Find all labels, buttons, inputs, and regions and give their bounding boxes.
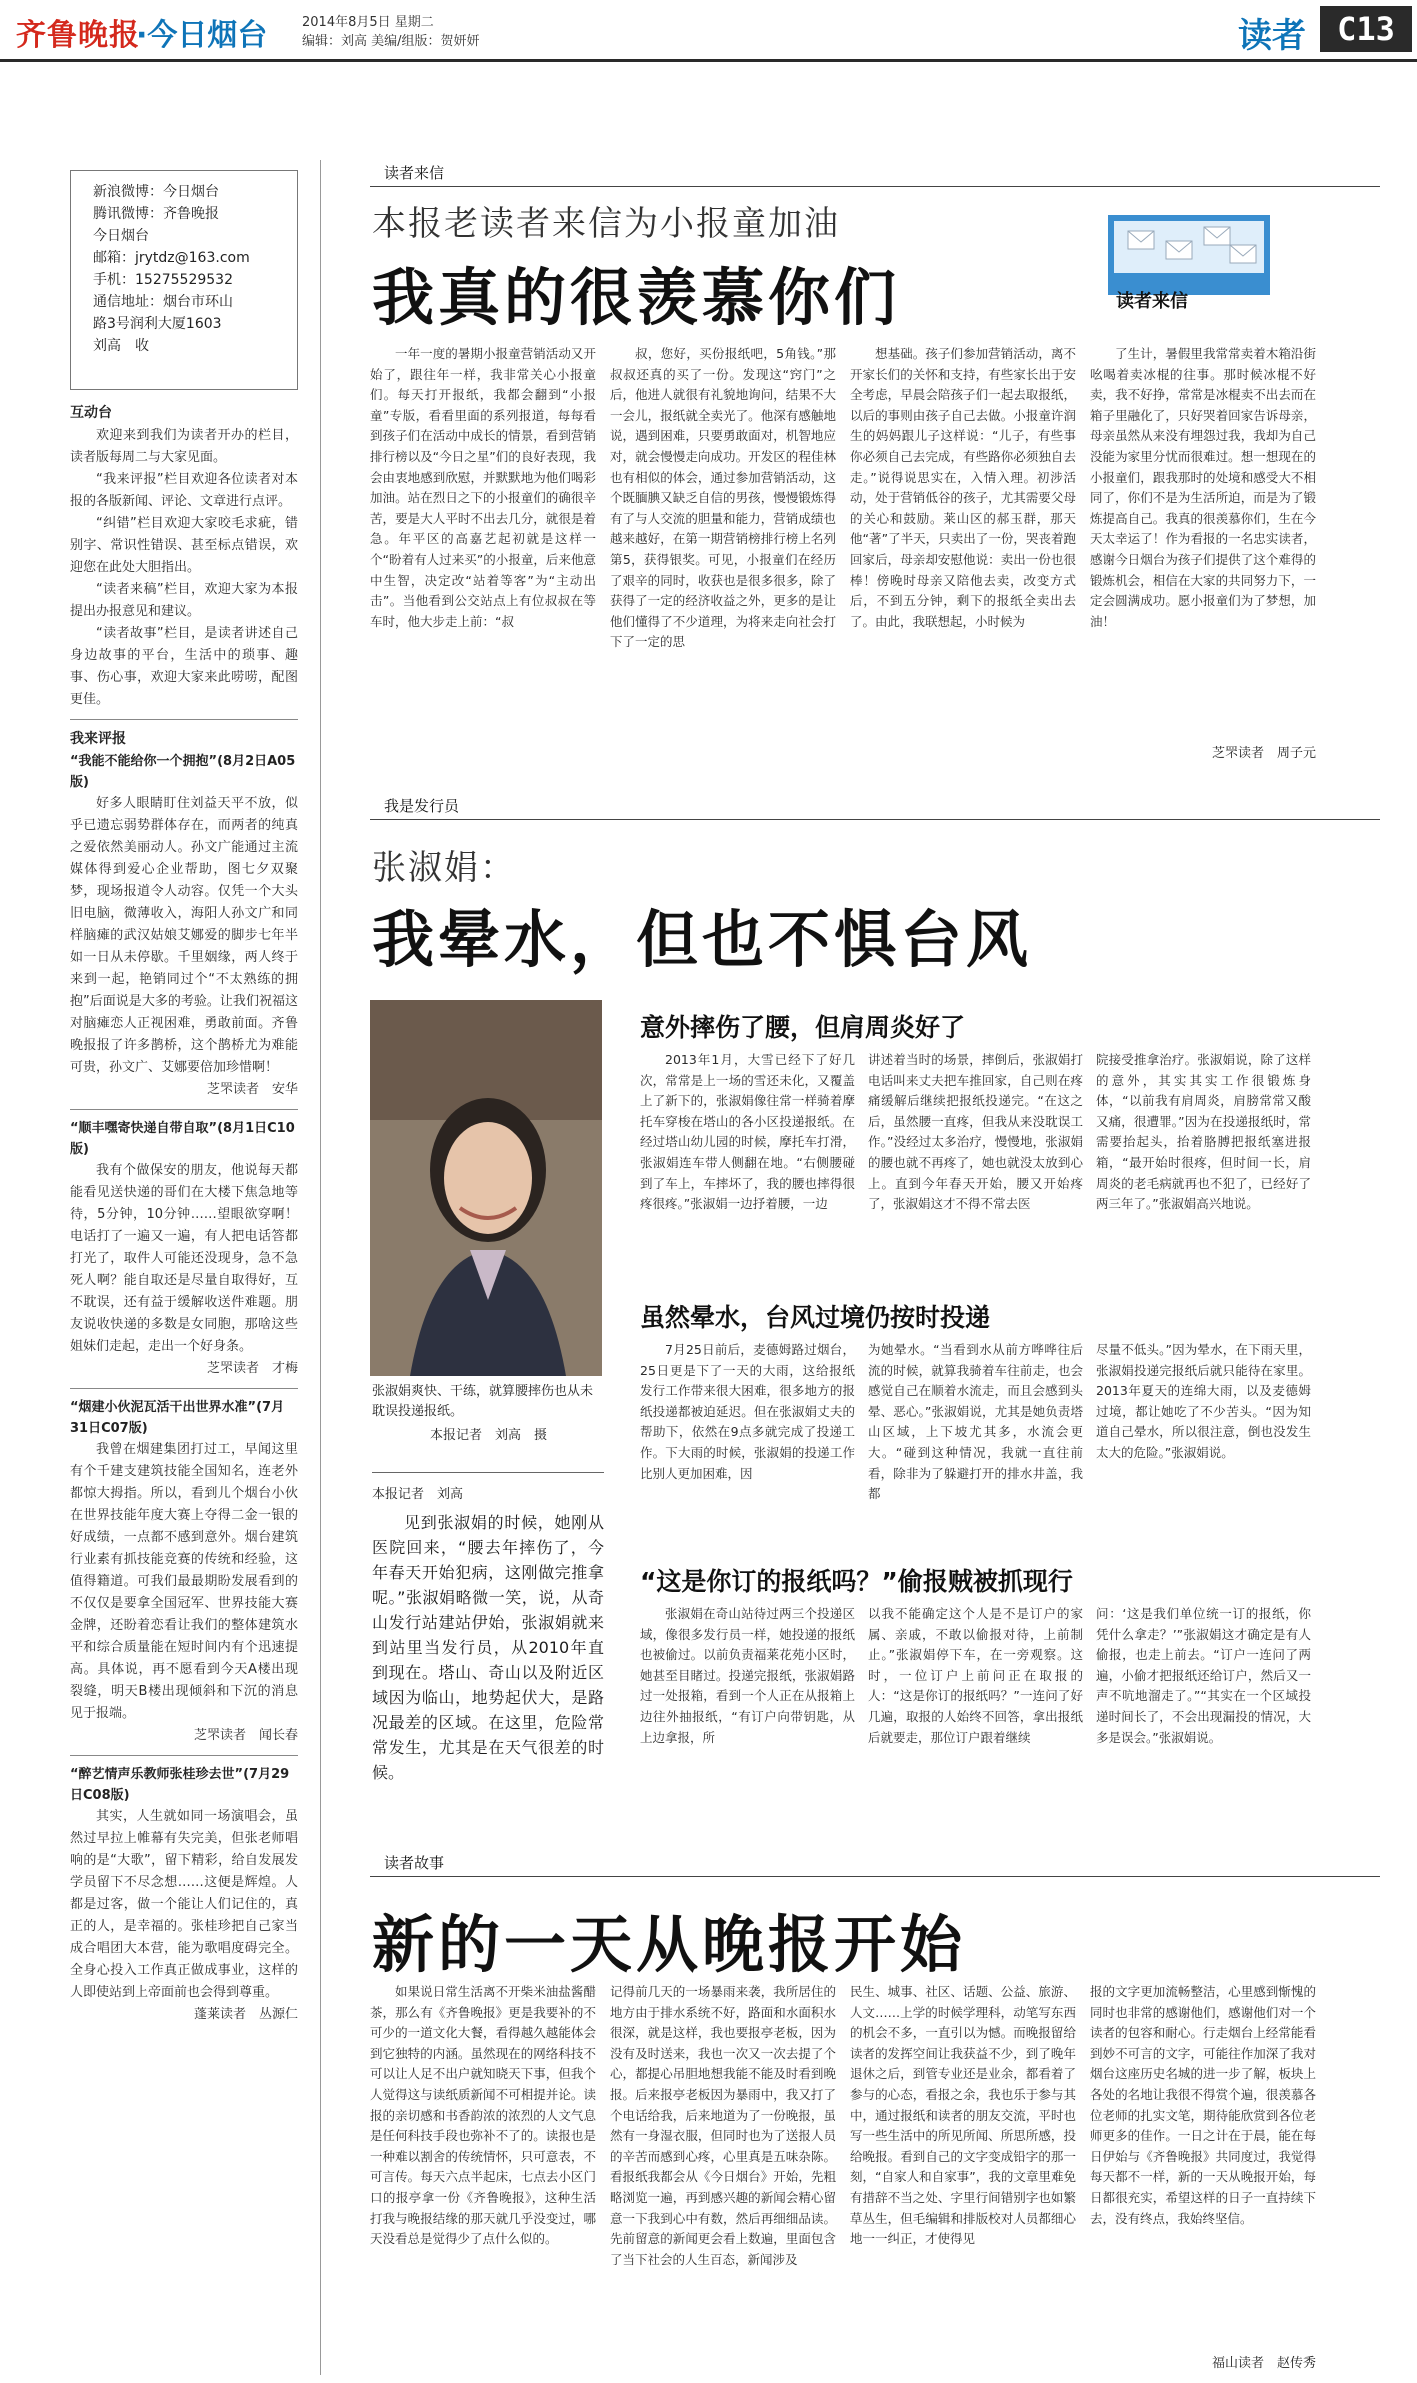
publication-info (302, 13, 480, 51)
section-subtitle: 意外摔伤了腰，但肩周炎好了 (640, 1013, 966, 1042)
article-column: 张淑娟在奇山站待过两三个投递区域，像很多发行员一样，她投递的报纸也被偷过。以前负责福莱花苑小区时，她甚至目睹过。投递完报纸，张淑娟路过一处报箱，看到一个人正在从报箱上边往外抽报纸，“有订户向带钥匙，从上边拿报，所 (640, 1606, 855, 1745)
article-column: 民生、城事、社区、话题、公益、旅游、人文……上学的时候学理科，动笔写东西的机会不多，一直引以为憾。而晚报留给读者的发挥空间让我获益不少，到了晚年退休之后，到管专业还是业余，都看着了参与的心态，看报之余，我也乐于参与其中，通过报纸和读者的朋友交流，平时也写一些生活中的所见所闻、所思所感，投给晚报。看到自己的文字变成铅字的那一刻，“自家人和自家事”，我的文章里难免有措辞不当之处、字里行间错别字也如繁草丛生，但毛编辑和排版校对人员都细心地一一纠正，才使得见 (850, 1984, 1076, 2247)
review-body: 好多人眼睛盯住刘益天平不放，似乎已遗忘弱势群体存在，而两者的纯真之爱依然美丽动人。孙文广能通过主流媒体得到爱心企业帮助，图七夕双聚梦，现场报道令人动容。仅凭一个大头旧电脑，微薄收入，海阳人孙文广和同样脑瘫的武汉姑娘艾娜爱的脚步七年半如一日从未停歇。千里姻缘，两人终于来到一起，艳销同过个“不太熟练的拥抱”后面说是大多的考验。让我们祝福这对脑瘫恋人正视困难，勇敢前面。齐鲁晚报报了许多鹊桥，这个鹊桥尤为难能可贵，孙文广、艾娜要倍加珍惜啊！ (70, 796, 298, 1075)
contact-line: 腾讯微博：齐鲁晚报 (93, 206, 219, 222)
section-subtitle: 虽然晕水，台风过境仍按时投递 (640, 1303, 991, 1332)
masthead (0, 0, 1417, 62)
review-body: 我有个做保安的朋友，他说每天都能看见送快递的哥们在大楼下焦急地等待，5分钟，10分钟……望眼欲穿啊！电话打了一遍又一遍，有人把电话答都打光了，取件人可能还没现身，急不急死人啊？能自取还是尽量自取得好，互不耽误，还有益于缓解收送件难题。朋友说收快递的多数是女同胞，那啥这些姐妹们走起，走出一个好身条。 (70, 1163, 298, 1354)
article-title: 我真的很羡慕你们 (372, 261, 901, 334)
article-column: 了生计，暑假里我常常卖着木箱沿街吆喝着卖冰棍的往事。那时候冰棍不好卖，我不好挣，常常是冰棍卖不出去而在箱子里融化了，只好哭着回家告诉母亲，母亲虽然从来没有埋怨过我，我却为自己没能为家里分忧而很难过。想一想现在的小报童们，跟我那时的处境和感受大不相同了，你们不是为生活所迫，而是为了锻炼提高自己。我真的很羡慕你们，生在今天太幸运了！作为看报的一名忠实读者，感谢今日烟台为孩子们提供了这个难得的锻炼机会，相信在大家的共同努力下，一定会圆满成功。愿小报童们为了梦想，加油！ (1090, 346, 1316, 629)
section-subtitle: “这是你订的报纸吗？”偷报贼被抓现行 (640, 1567, 1073, 1596)
review-title: “顺丰嘿寄快递自带自取”(8月1日C10版) (70, 1121, 295, 1157)
contact-line: 手机：15275529532 (93, 272, 233, 288)
section-tag: 读者故事 (370, 1852, 1380, 1877)
article-signer: 福山读者 赵传秀 (1211, 2356, 1316, 2371)
hudong-para: “纠错”栏目欢迎大家咬毛求疵，错别字、常识性错误、甚至标点错误，欢迎您在此处大胆指出。 (70, 516, 298, 575)
article-column: 想基础。孩子们参加营销活动，离不开家长们的关怀和支持，有些家长出于安全考虑，早晨会陪孩子们一起去取报纸，以后的事则由孩子自己去做。小报童许润生的妈妈跟儿子这样说：“儿子，有些事你必须自己去完成，有些路你必须独自去走。”说得说思实在，入情入理。初涉活动，处于营销低谷的孩子，尤其需要父母的关心和鼓励。莱山区的郝玉群，那天他“著”了半天，只卖出了一份，哭丧着跑回家后，母亲却安慰他说：卖出一份也很棒！傍晚时母亲又陪他去卖，改变方式后，不到五分钟，剩下的报纸全卖出去了。由此，我联想起，小时候为 (850, 346, 1076, 629)
hudong-para: “我来评报”栏目欢迎各位读者对本报的各版新闻、评论、文章进行点评。 (70, 472, 298, 509)
review-signer: 芝罘读者 闻长春 (193, 1728, 298, 1743)
article-column: 记得前几天的一场暴雨来袭，我所居住的地方由于排水系统不好，路面和水面积水很深，就是这样，我也要报亭老板，因为没有及时送来，我也一次又一次去提了个心，都提心吊胆地想我能不能及时看到晚报。后来报亭老板因为暴雨中，我又打了个电话给我，后来地道为了一份晚报，虽然有一身湿衣服，但同时也为了送报人员的辛苦而感到心疼，心里真是五味杂陈。看报纸我都会从《今日烟台》开始，先粗略浏览一遍，再到感兴趣的新闻会精心留意一下我到心中有数，然后再细细品读。先前留意的新闻更会看上数遍，里面包含了当下社会的人生百态，新闻涉及 (610, 1984, 836, 2267)
sidebar (70, 170, 298, 2375)
hudong-para: “读者来稿”栏目，欢迎大家为本报提出办报意见和建议。 (70, 582, 298, 619)
column-rule (320, 160, 321, 2375)
contact-line: 刘高 收 (93, 338, 149, 354)
article-column: 院接受推拿治疗。张淑娟说，除了这样的意外，其实其实工作很锻炼身体，“以前我有肩周炎，肩膀常常又酸又痛，很遭罪。”因为在投递报纸时，常需要抬起头，抬着胳膊把报纸塞进报箱，“最开始时很疼，但时间一长，肩周炎的老毛病就再也不犯了，已经好了两三年了。”张淑娟高兴地说。 (1096, 1052, 1311, 1212)
article-column: 以我不能确定这个人是不是订户的家属、亲戚，不敢以偷报对待，上前制止。”张淑娟停下车，在一旁观察。这时，一位订户上前问正在取报的人：“这是你订的报纸吗？”一连问了好几遍，取报的人始终不回答，拿出报纸后就要走，那位订户跟着继续 (868, 1606, 1083, 1745)
article-signer: 芝罘读者 周子元 (1211, 746, 1316, 761)
review-title: “烟建小伙泥瓦活干出世界水准”(7月31日C07版) (70, 1400, 285, 1436)
newspaper-logo: 齐鲁晚报 (16, 18, 140, 53)
review-item (70, 1764, 298, 2026)
review-title: “我能不能给你一个拥抱”(8月2日A05版) (70, 754, 296, 790)
review-body: 我曾在烟建集团打过工，早闻这里有个千建支建筑技能全国知名，连老外都惊大拇指。所以，看到儿个烟台小伙在世界技能年度大赛上夺得二金一银的好成绩，一点都不感到意外。烟台建筑行业素有抓技能竞赛的传统和经验，这值得籍道。可我们最最期盼发展看到的不仅仅是要拿全国冠军、世界技能大赛金牌，还盼着恋看让我们的整体建筑水平和综合质量能在短时间内有个迅速提高。具体说，再不愿看到今天A楼出现裂缝，明天B楼出现倾斜和下沉的消息见于报端。 (70, 1442, 298, 1721)
article-column: 讲述着当时的场景，摔倒后，张淑娟打电话叫来丈夫把车推回家，自己则在疼痛缓解后继续把报纸投递完。“在这之后，虽然腰一直疼，但我从来没耽误工作。”没经过太多治疗，慢慢地，张淑娟的腰也就不再疼了，她也就没太放到心上。直到今年春天开始，腰又开始疼了，张淑娟这才不得不常去医 (868, 1052, 1083, 1212)
section-tag: 我是发行员 (370, 795, 1380, 820)
reader-letters-label: 读者来信 (1116, 291, 1188, 312)
photo-caption: 张淑娟爽快、干练，就算腰摔伤也从未耽误投递报纸。 (372, 1384, 594, 1419)
article-title: 新的一天从晚报开始 (372, 1908, 967, 1981)
date-line: 2014年8月5日 星期二 (302, 15, 434, 30)
article-kicker: 本报老读者来信为小报童加油 (372, 204, 840, 244)
article-column: 7月25日前后，麦德姆路过烟台，25日更是下了一天的大雨，这给报纸发行工作带来很大困难，很多地方的报纸投递都被迫延迟。但在张淑娟丈夫的帮助下，依然在9点多就完成了投递工作。下大雨的时候，张淑娟的投递工作比别人更加困难，因 (640, 1342, 855, 1481)
edition-name: ·今日烟台 (136, 18, 268, 53)
contact-email[interactable]: 邮箱：jrytdz@163.com (93, 250, 250, 266)
article-column: 一年一度的暑期小报童营销活动又开始了，跟往年一样，我非常关心小报童们。每天打开报纸，我都会翻到“小报童”专版，看看里面的系列报道，每每看到孩子们在活动中成长的情景，看到营销排行榜以及“今日之星”们的良好表现，我会由衷地感到欣慰，并默默地为他们喝彩加油。站在烈日之下的小报童们的确很辛苦，要是大人平时不出去几分，就很是着急。年平区的高嘉艺起初就是这样一个“盼着有人过来买”的小报童，后来他意中生智，决定改“站着等客”为“主动出击”。当他看到公交站点上有位叔叔在等车时，他大步走上前：“叔 (370, 346, 596, 629)
article-column: 尽量不低头。”因为晕水，在下雨天里，张淑娟投递完报纸后就只能待在家里。2013年夏天的连绵大雨，以及麦德姆过境，都让她吃了不少苦头。“因为知道自己晕水，所以很注意，倒也没发生太大的危险。”张淑娟说。 (1096, 1342, 1311, 1460)
hudong-para: 欢迎来到我们为读者开办的栏目，读者版每周二与大家见面。 (70, 428, 298, 465)
article-column: 为她晕水。“当看到水从前方哗哗往后流的时候，就算我骑着车往前走，也会感觉自己在顺着水流走，而且会感到头晕、恶心。”张淑娟说，尤其是她负责塔山区域，上下坡尤其多，水流会更大。“碰到这种情况，我就一直往前看，除非为了躲避打开的排水井盖，我都 (868, 1342, 1083, 1502)
article-column: 2013年1月，大雪已经下了好几次，常常是上一场的雪还未化，又覆盖上了新下的，张淑娟像往常一样骑着摩托车穿梭在塔山的各小区投递报纸。在经过塔山幼儿园的时候，摩托车打滑，张淑娟连车带人侧翻在地。“右侧腰碰到了车上，车摔坏了，我的腰也摔得很疼很疼。”张淑娟一边抒着腰，一边 (640, 1052, 855, 1212)
contact-line: 新浪微博：今日烟台 (93, 184, 219, 200)
photo-credit: 本报记者 刘高 摄 (430, 1428, 548, 1443)
reporter-byline: 本报记者 刘高 (372, 1472, 604, 1502)
section-name: 读者 (1238, 16, 1306, 56)
article-title: 我晕水，但也不惧台风 (372, 903, 1033, 976)
envelope-icon (1108, 215, 1270, 295)
article-kicker: 张淑娟： (372, 848, 516, 888)
hudong-heading: 互动台 (70, 405, 112, 421)
article-column: 如果说日常生活离不开柴米油盐酱醋茶，那么有《齐鲁晚报》更是我要补的不可少的一道文化大餐，看得越久越能体会到它独特的内涵。虽然现在的网络科技不可以让人足不出户就知晓天下事，但我个人觉得这与读纸质新闻不可相提并论。读报的亲切感和书香韵浓的浓烈的人文气息是任何科技手段也弥补不了的。读报也是一种难以割舍的传统情怀，只可意表，不可言传。每天六点半起床，七点去小区门口的报亭拿一份《齐鲁晚报》，这种生活打我与晚报结缘的那天就几乎没变过，哪天没看总是觉得少了点什么似的。 (370, 1984, 596, 2247)
review-body: 其实，人生就如同一场演唱会，虽然过早拉上帷幕有失完美，但张老师唱响的是“大歌”，留下精彩，给自发展发学员留下不尽念想……这便是辉煌。人都是过客，做一个能让人们记住的，真正的人，是幸福的。张桂珍把自己家当成合唱团大本营，能为歌唱度碍完全。全身心投入工作真正做成事业，这样的人即使站到上帝面前也会得到尊重。 (70, 1809, 298, 2000)
review-item (70, 1118, 298, 1380)
contact-box (70, 170, 298, 390)
review-item (70, 1397, 298, 1747)
contact-line: 路3号润利大厦1603 (93, 316, 222, 332)
contact-line: 通信地址：烟台市环山 (93, 294, 233, 310)
contact-line: 今日烟台 (93, 228, 149, 244)
hudong-para: “读者故事”栏目，是读者讲述自己身边故事的平台，生活中的琐事、趣事、伤心事，欢迎大家来此唠唠，配图更佳。 (70, 626, 298, 707)
page-number: C13 (1320, 6, 1412, 52)
article-column: 报的文字更加流畅整洁，心里感到惭愧的同时也非常的感谢他们，感谢他们对一个读者的包容和耐心。行走烟台上经常能看到妙不可言的文字，可能往作加深了我对烟台这座历史名城的进一步了解，板块上各处的名地让我很不得赏个遍，很羡慕各位老师的扎实文笔，期待能欣赏到各位老师更多的佳作。一日之计在于晨，能在每日伊始与《齐鲁晚报》共同度过，我觉得每天都不一样，新的一天从晚报开始，每日都很充实，希望这样的日子一直持续下去，没有终点，我始终坚信。 (1090, 1984, 1316, 2226)
review-signer: 芝罘读者 安华 (206, 1082, 298, 1097)
article-column: 叔，您好，买份报纸吧，5角钱。”那叔叔还真的买了一份。发现这“窍门”之后，他进人就很有礼貌地询问，结果不大一会儿，报纸就全卖光了。他深有感触地说，遇到困难，只要勇敢面对，机智地应对，就会慢慢走向成功。开发区的程佳林也有相似的体会，通过参加营销活动，这个既腼腆又缺乏自信的男孩，慢慢锻炼得有了与人交流的胆量和能力，营销成绩也越来越好，在第一期营销榜排行榜上名列第5，获得银奖。可见，小报童们在经历了艰辛的同时，收获也是很多很多，除了获得了一定的经济收益之外，更多的是让他们懂得了不少道理，为将来走向社会打下了一定的思 (610, 346, 836, 650)
editor-line: 编辑：刘高 美编/组版：贺妍妍 (302, 34, 480, 49)
review-title: “醉艺情声乐教师张桂珍去世”(7月29日C08版) (70, 1767, 290, 1803)
portrait-photo (370, 1000, 602, 1376)
section-tag: 读者来信 (370, 162, 1380, 187)
article-column: 问：‘这是我们单位统一订的报纸，你凭什么拿走？’”张淑娟这才确定是有人偷报，也走上前去。“订户一连问了两遍，小偷才把报纸还给订户，然后又一声不吭地溜走了。”“其实在一个区域投递时间长了，不会出现漏投的情况，大多是误会。”张淑娟说。 (1096, 1606, 1311, 1745)
review-item (70, 751, 298, 1101)
pingbao-heading: 我来评报 (70, 731, 126, 747)
review-signer: 芝罘读者 才梅 (206, 1361, 298, 1376)
article-lead: 见到张淑娟的时候，她刚从医院回来，“腰去年摔伤了，今年春天开始犯病，这刚做完推拿呢。”张淑娟略微一笑，说，从奇山发行站建站伊始，张淑娟就来到站里当发行员，从2010年直到现在。塔山、奇山以及附近区域因为临山，地势起伏大，是路况最差的区域。在这里，危险常常发生，尤其是在天气很差的时候。 (372, 1513, 604, 1782)
review-signer: 蓬莱读者 丛源仁 (193, 2007, 298, 2022)
